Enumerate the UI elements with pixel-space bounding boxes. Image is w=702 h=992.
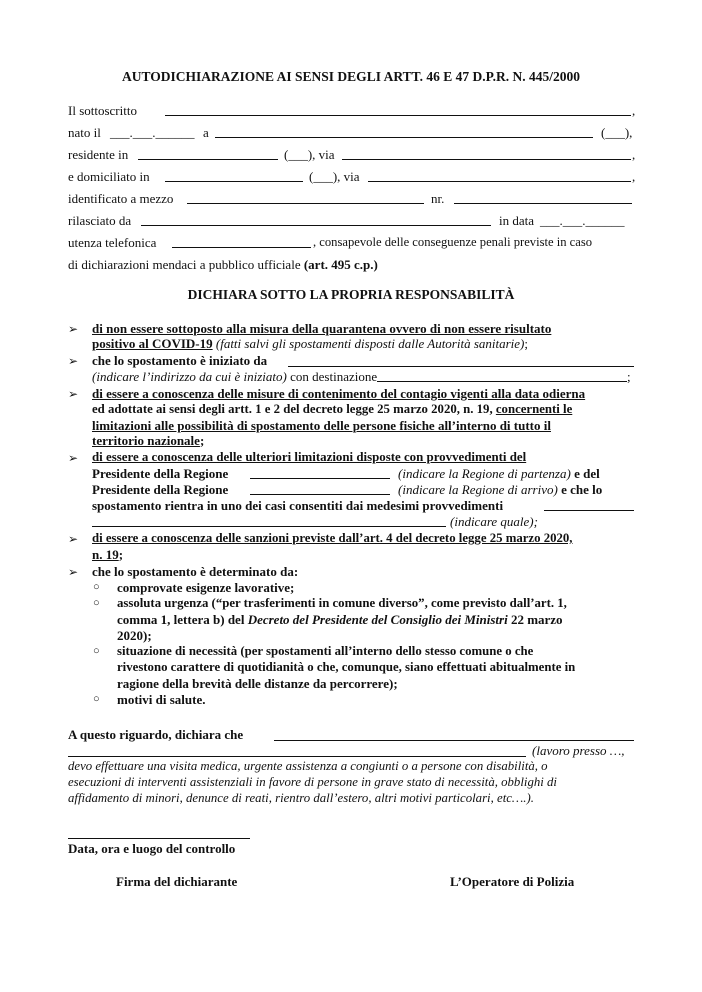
provvedimento-field-b[interactable] xyxy=(92,526,446,527)
identificato-label: identificato a mezzo xyxy=(68,191,174,206)
residente-label: residente in xyxy=(68,147,129,162)
rilascio-date-field[interactable]: ___.___.______ xyxy=(540,213,625,228)
indirizzo-note: (indicare l’indirizzo da cui è iniziato) xyxy=(92,369,287,384)
riguardo-para-2: esecuzioni di interventi assistenziali in favore di persone in grave stato di necessità, obblighi di xyxy=(68,775,557,789)
decreto-ref: ed adottate ai sensi degli artt. 1 e 2 del decreto legge 25 marzo 2020, n. 19, xyxy=(92,402,493,416)
domiciliato-label: e domiciliato in xyxy=(68,169,150,184)
operatore-polizia-label: L’Operatore di Polizia xyxy=(450,874,575,889)
data-luogo-label: Data, ora e luogo del controllo xyxy=(68,841,236,856)
comma: , xyxy=(632,147,636,162)
page-title: AUTODICHIARAZIONE AI SENSI DEGLI ARTT. 46 E 47 D.P.R. N. 445/2000 xyxy=(122,69,580,84)
autorita-note: (fatti salvi gli spostamenti disposti dalle Autorità sanitarie) xyxy=(215,336,525,351)
lavoro-note: (lavoro presso …, xyxy=(532,743,625,758)
bullet-arrow-icon: ➢ xyxy=(68,565,79,579)
sottoscritto-label: Il sottoscritto xyxy=(68,103,137,118)
n19-label: n. 19 xyxy=(92,547,119,562)
birthplace-field[interactable] xyxy=(215,137,593,138)
riguardo-para-1: devo effettuare una visita medica, urgente assistenza a congiunti o a persone con disabilità, o xyxy=(68,759,548,773)
indirizzo-partenza-field[interactable] xyxy=(288,366,634,367)
mendaci-text xyxy=(68,257,378,272)
firma-dichiarante-label: Firma del dichiarante xyxy=(116,874,238,889)
comma: , xyxy=(632,103,636,118)
documento-field[interactable] xyxy=(187,203,424,204)
regione-arrivo-label: Presidente della Regione xyxy=(92,482,229,497)
e-che-lo: e che lo xyxy=(561,482,603,497)
riguardo-field-b[interactable] xyxy=(68,756,526,757)
bullet-arrow-icon: ➢ xyxy=(68,387,79,401)
regione-partenza-note xyxy=(398,466,600,481)
in-data-label: in data xyxy=(499,213,535,228)
contenimento-line4: territorio nazionale; xyxy=(92,433,205,448)
marzo-label: 22 marzo xyxy=(510,612,563,627)
domicilio-prov[interactable]: (___), via xyxy=(309,169,360,184)
bullet-arrow-icon: ➢ xyxy=(68,451,79,465)
option-circle-icon[interactable]: ○ xyxy=(93,645,100,657)
semicolon: ; xyxy=(627,369,631,384)
option-urgenza-line3: 2020); xyxy=(117,628,152,643)
a-label: a xyxy=(203,125,209,140)
indicare-quale-note: (indicare quale); xyxy=(450,514,538,529)
riguardo-para-3: affidamento di minori, denunce di reati, rientro dall’estero, altri motivi particolari, etc….). xyxy=(68,791,534,805)
option-circle-icon[interactable]: ○ xyxy=(93,581,100,593)
sottoscritto-field[interactable] xyxy=(165,115,631,116)
birth-date-field[interactable]: ___.___.______ xyxy=(110,125,195,140)
regione-arrivo-note xyxy=(398,482,602,497)
contenimento-line3: limitazioni alle possibilità di spostamento delle persone fisiche all’interno di tutto il xyxy=(92,418,551,433)
data-luogo-field[interactable] xyxy=(68,838,250,839)
riguardo-label: A questo riguardo, dichiara che xyxy=(68,727,244,742)
bullet-arrow-icon: ➢ xyxy=(68,532,79,546)
telefono-field[interactable] xyxy=(172,247,311,248)
nr-label: nr. xyxy=(431,191,445,206)
determinato-label: che lo spostamento è determinato da: xyxy=(92,564,299,579)
consapevole-text: , consapevole delle conseguenze penali previste in caso xyxy=(313,235,593,249)
rilasciato-field[interactable] xyxy=(141,225,491,226)
option-lavorative: comprovate esigenze lavorative; xyxy=(117,580,295,595)
option-necessita-line2: rivestono carattere di quotidianità o che, comunque, siano effettuati abitualmente in xyxy=(117,660,576,674)
nato-label: nato il xyxy=(68,125,101,140)
destinazione-label: con destinazione xyxy=(290,369,378,384)
destinazione-field[interactable] xyxy=(377,381,627,382)
option-circle-icon[interactable]: ○ xyxy=(93,597,100,609)
option-circle-icon[interactable]: ○ xyxy=(93,693,100,705)
bullet-arrow-icon: ➢ xyxy=(68,322,79,336)
mendaci-label: di dichiarazioni mendaci a pubblico ufficiale xyxy=(68,257,301,272)
bullet-arrow-icon: ➢ xyxy=(68,354,79,368)
option-urgenza-line1: assoluta urgenza (“per trasferimenti in comune diverso”, come previsto dall’art. 1, xyxy=(117,596,567,610)
lettera-b: comma 1, lettera b) del xyxy=(117,612,245,627)
territorio-label: territorio nazionale xyxy=(92,433,200,448)
spostamento-iniziato: che lo spostamento è iniziato da xyxy=(92,353,268,368)
provvedimento-field-a[interactable] xyxy=(544,510,634,511)
limitazioni-line4: spostamento rientra in uno dei casi consentiti dai medesimi provvedimenti xyxy=(92,498,504,513)
prov-field[interactable]: (___), xyxy=(601,125,633,140)
quarantena-line2 xyxy=(92,336,528,351)
option-necessita-line1: situazione di necessità (per spostamenti all’interno dello stesso comune o che xyxy=(117,644,534,658)
comma: , xyxy=(632,169,636,184)
section-heading: DICHIARA SOTTO LA PROPRIA RESPONSABILITÀ xyxy=(187,287,515,302)
dpcm-label: Decreto del Presidente del Consiglio dei Ministri xyxy=(247,612,508,627)
destinazione-line xyxy=(92,369,377,384)
quarantena-line1: di non essere sottoposto alla misura della quarantena ovvero di non essere risultato xyxy=(92,321,552,336)
regione-partenza-label: Presidente della Regione xyxy=(92,466,229,481)
partenza-note: (indicare la Regione di partenza) xyxy=(398,466,571,481)
residenza-via-field[interactable] xyxy=(342,159,631,160)
rilasciato-label: rilasciato da xyxy=(68,213,132,228)
covid-label: positivo al COVID-19 xyxy=(92,336,213,351)
sanzioni-line2: n. 19; xyxy=(92,547,124,562)
concernenti: concernenti le xyxy=(495,402,573,416)
arrivo-note: (indicare la Regione di arrivo) xyxy=(398,482,558,497)
regione-arrivo-field[interactable] xyxy=(250,494,390,495)
sanzioni-line1: di essere a conoscenza delle sanzioni previste dall’art. 4 del decreto legge 25 marzo 2020, xyxy=(92,531,573,545)
domicilio-via-field[interactable] xyxy=(368,181,631,182)
numero-documento-field[interactable] xyxy=(454,203,632,204)
limitazioni-line1: di essere a conoscenza delle ulteriori limitazioni disposte con provvedimenti del xyxy=(92,450,527,464)
residenza-prov[interactable]: (___), via xyxy=(284,147,335,162)
regione-partenza-field[interactable] xyxy=(250,478,390,479)
contenimento-line1: di essere a conoscenza delle misure di contenimento del contagio vigenti alla data odierna xyxy=(92,386,586,401)
contenimento-line2 xyxy=(92,402,572,417)
riguardo-field-a[interactable] xyxy=(274,740,634,741)
art-495: (art. 495 c.p.) xyxy=(303,257,378,272)
utenza-label: utenza telefonica xyxy=(68,235,157,250)
quale-label: (indicare quale) xyxy=(450,514,534,529)
domicilio-field[interactable] xyxy=(165,181,303,182)
residenza-field[interactable] xyxy=(138,159,278,160)
option-salute: motivi di salute. xyxy=(117,692,206,707)
option-urgenza-line2 xyxy=(117,612,563,627)
option-necessita-line3: ragione della brevità delle distanze da percorrere); xyxy=(117,676,398,691)
semicolon: ; xyxy=(524,336,529,351)
e-del: e del xyxy=(574,466,600,481)
